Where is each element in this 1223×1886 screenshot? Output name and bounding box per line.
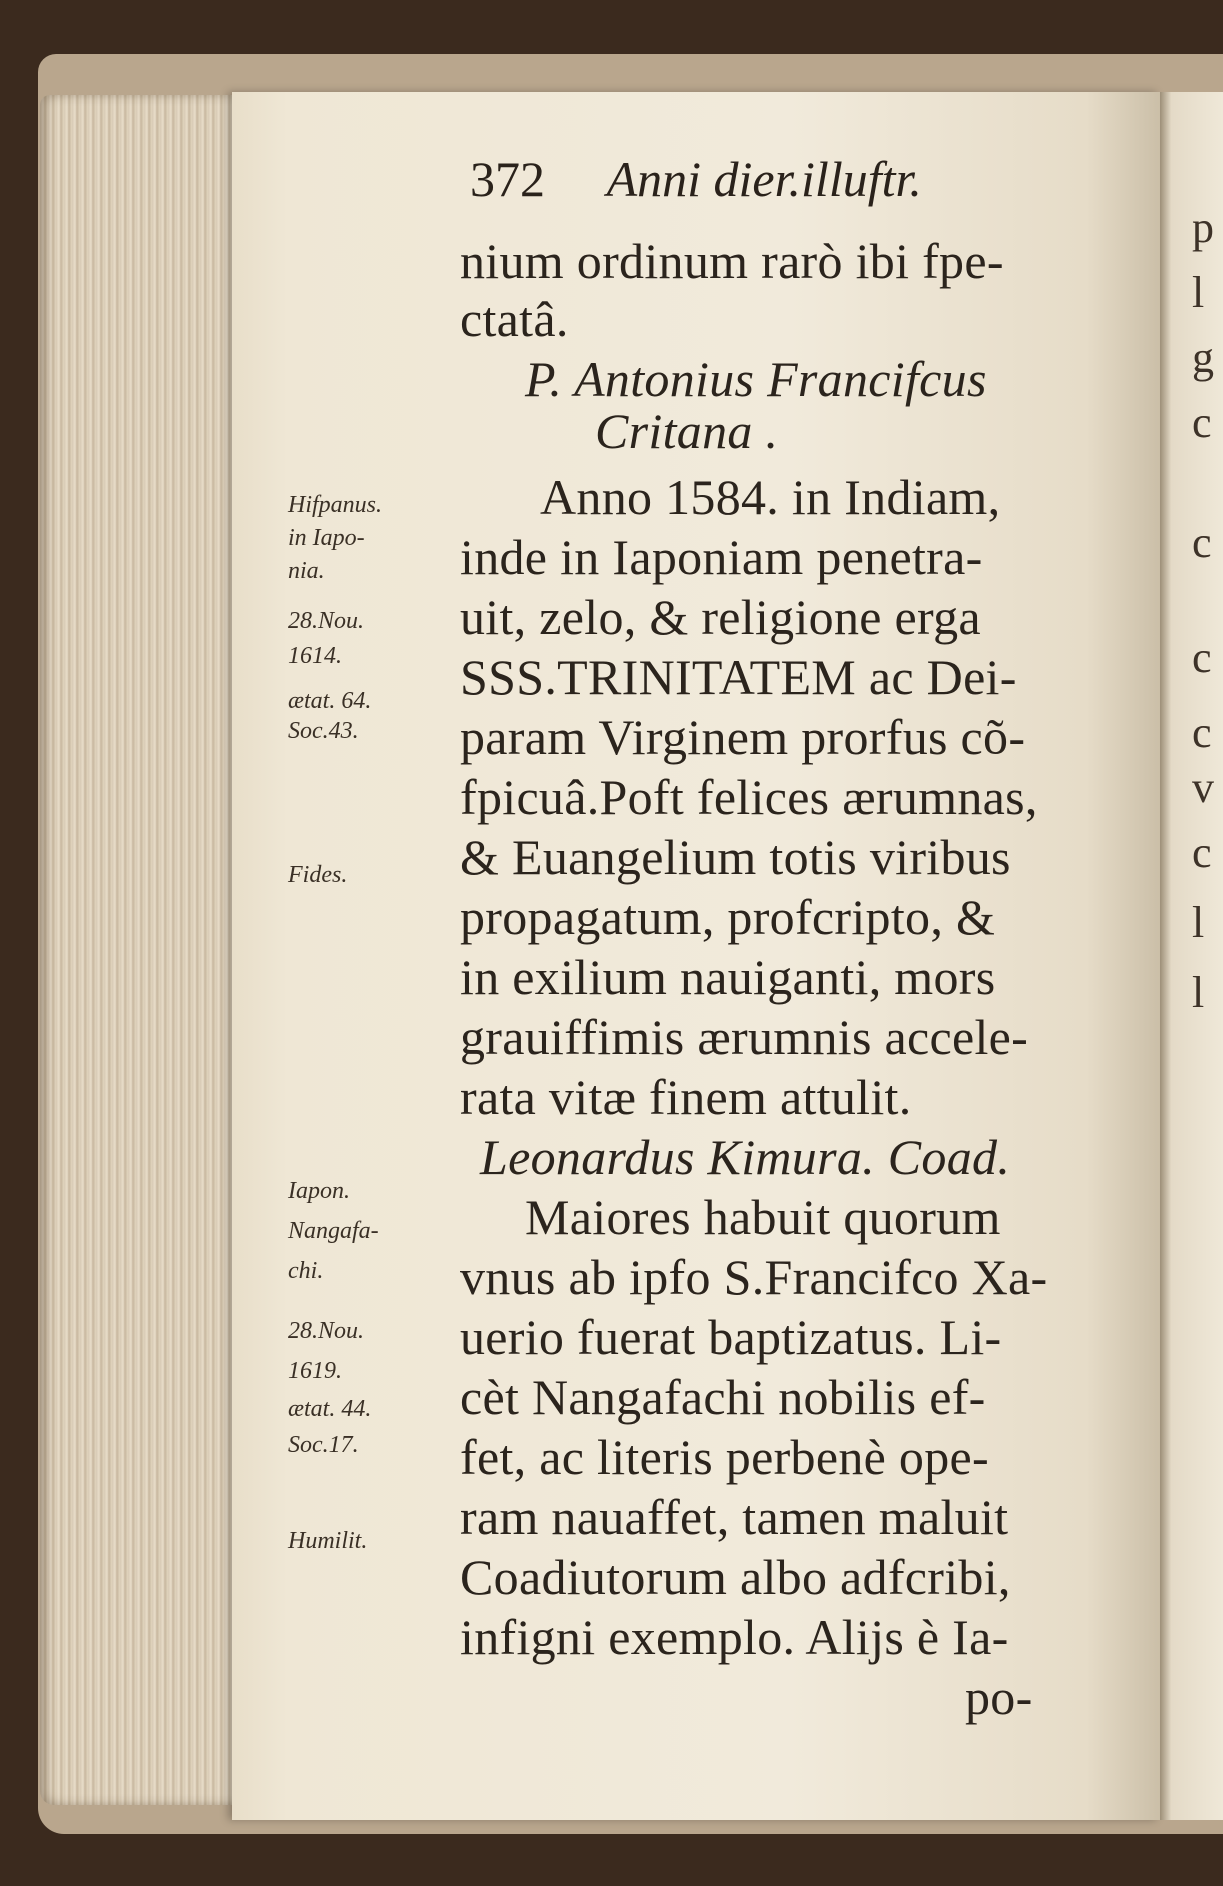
text-line: SSS.TRINITATEM ac Dei-	[460, 649, 1017, 705]
next-page-char: c	[1192, 398, 1212, 447]
text-line: in exilium nauiganti, mors	[460, 949, 996, 1005]
text-line: uerio fuerat baptizatus. Li-	[460, 1309, 1002, 1365]
next-page-char: l	[1192, 898, 1205, 947]
margin-note: chi.	[288, 1258, 324, 1284]
page-number: 372	[470, 151, 545, 207]
next-page-char: c	[1192, 828, 1212, 877]
margin-note: nia.	[288, 558, 325, 584]
next-page-char: c	[1192, 633, 1212, 682]
margin-note: ætat. 64.	[288, 688, 372, 714]
margin-note: Nangafa-	[288, 1218, 379, 1244]
text-line: param Virginem prorfus cõ-	[460, 709, 1026, 765]
catchword: po-	[965, 1669, 1033, 1725]
margin-note: ætat. 44.	[288, 1396, 372, 1422]
next-page-char: l	[1192, 268, 1205, 317]
text-line: uit, zelo, & religione erga	[460, 589, 981, 645]
next-page-char: g	[1192, 333, 1214, 382]
text-line: vnus ab ipfo S.Francifco Xa-	[460, 1249, 1048, 1305]
margin-note: 28.Nou.	[288, 608, 365, 634]
margin-note: 28.Nou.	[288, 1318, 365, 1344]
next-page-char: l	[1192, 968, 1205, 1017]
text-line: rata vitæ finem attulit.	[460, 1069, 912, 1125]
margin-note: 1614.	[288, 643, 342, 669]
text-line: ctatâ.	[460, 291, 569, 347]
text-line: propagatum, profcripto, &	[460, 889, 996, 945]
text-line: nium ordinum rarò ibi fpe-	[460, 233, 1004, 289]
running-head	[470, 150, 922, 208]
margin-note: Fides.	[288, 862, 348, 888]
section-heading: P. Antonius Francifcus	[525, 351, 987, 407]
section-heading: Critana .	[595, 403, 779, 459]
text-line: ram nauaffet, tamen maluit	[460, 1489, 1009, 1545]
margin-note: Iapon.	[288, 1178, 350, 1204]
text-line: cèt Nangafachi nobilis ef-	[460, 1369, 986, 1425]
margin-note: Soc.43.	[288, 718, 359, 744]
next-page-edge	[1160, 92, 1223, 1820]
text-line: inde in Iaponiam penetra-	[460, 529, 983, 585]
text-line: fet, ac literis perbenè ope-	[460, 1429, 989, 1485]
text-line: & Euangelium totis viribus	[460, 829, 1011, 885]
next-page-char: p	[1192, 203, 1214, 252]
text-line: infigni exemplo. Alijs è Ia-	[460, 1609, 1009, 1665]
section-heading: Leonardus Kimura. Coad.	[480, 1129, 1011, 1185]
page-edges	[40, 95, 245, 1805]
margin-note: Humilit.	[288, 1528, 368, 1554]
next-page-char: v	[1192, 763, 1214, 812]
margin-note: Hifpanus.	[288, 492, 383, 518]
text-line: Maiores habuit quorum	[525, 1189, 1001, 1245]
margin-note: in Iapo-	[288, 525, 365, 551]
next-page-char: c	[1192, 708, 1212, 757]
margin-note: 1619.	[288, 1358, 342, 1384]
margin-note: Soc.17.	[288, 1432, 359, 1458]
text-line: Coadiutorum albo adfcribi,	[460, 1549, 1011, 1605]
text-line: grauiffimis ærumnis accele-	[460, 1009, 1029, 1065]
text-line: fpicuâ.Poft felices ærumnas,	[460, 769, 1038, 825]
next-page-char: c	[1192, 518, 1212, 567]
text-line: Anno 1584. in Indiam,	[540, 469, 1001, 525]
running-title: Anni dier.illuftr.	[606, 151, 922, 207]
